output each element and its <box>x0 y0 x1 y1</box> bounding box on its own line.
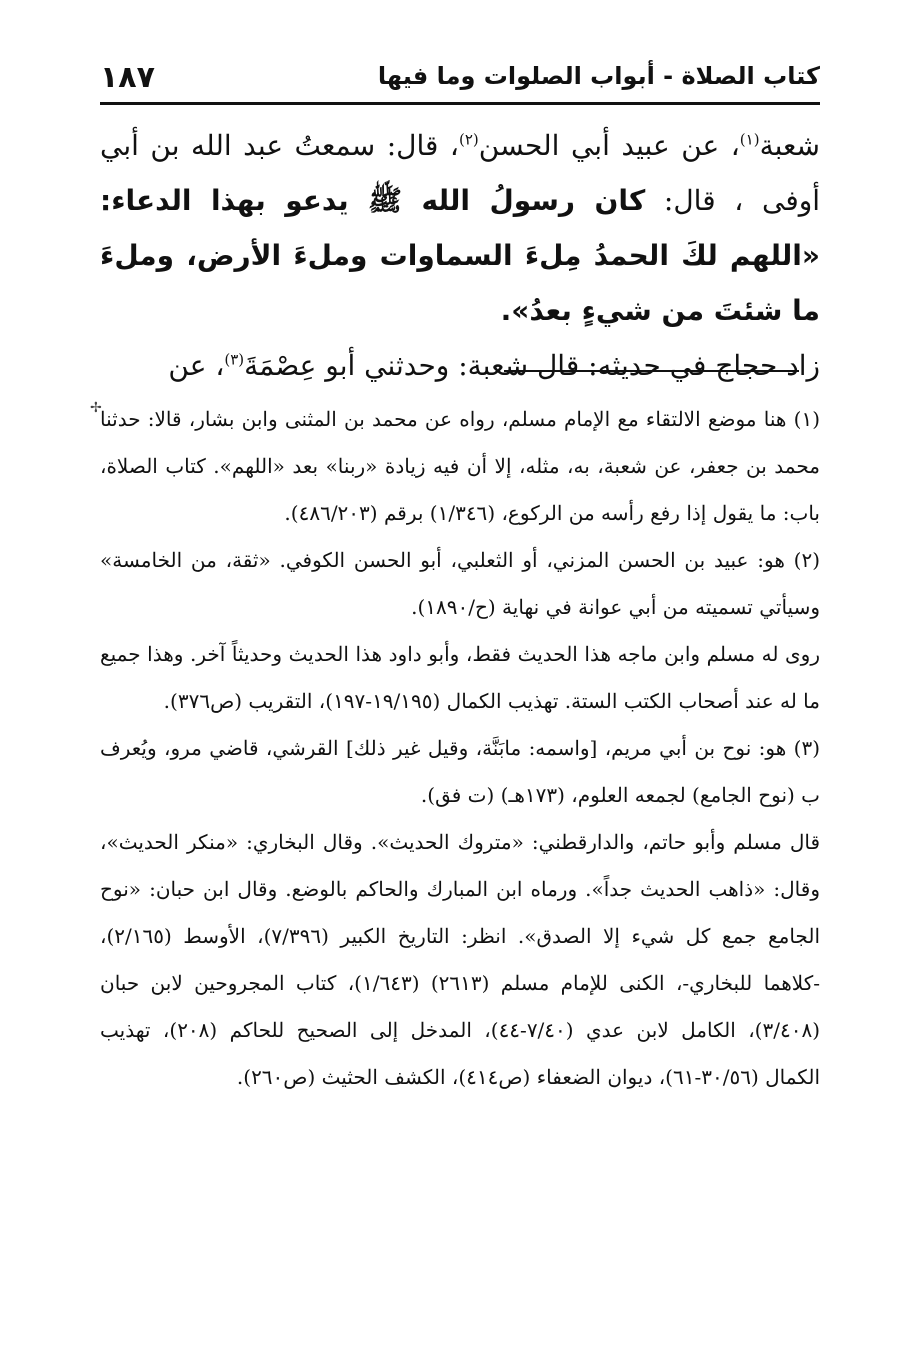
footnote-3: (٣) هو: نوح بن أبي مريم، [واسمه: مابَنَّة، وقيل غير ذلك] القرشي، قاضي مرو، ويُعرف ب (نوح الجامع) لجمعه العلوم، (١٧٣هـ) (ت فق). <box>100 736 820 807</box>
footnote-1: (١) هنا موضع الالتقاء مع الإمام مسلم، رواه عن محمد بن المثنى وابن بشار، قالا: حدثنا محمد بن جعفر، عن شعبة، به، مثله، إلا أن فيه زيادة «ربنا» بعد «اللهم». كتاب الصلاة، باب: ما يقول إذا رفع رأسه من الركوع، (١/٣٤٦) برقم (٤٨٦/٢٠٣). <box>100 407 820 525</box>
main-paragraph-2 <box>100 338 820 393</box>
footnote-ref-1: (١) <box>739 130 760 149</box>
main-text-segment: ، قال: سمعتُ عبد الله بن أبي أوفى ، قال: <box>100 129 820 217</box>
hadith-text: كان رسولُ الله ﷺ يدعو بهذا الدعاء: «اللهم لكَ الحمدُ مِلءَ السماوات وملءَ الأرض، وملءَ ما شئتَ من شيءٍ بعدُ». <box>100 184 820 327</box>
running-header <box>100 60 820 100</box>
footnote-ref-3: (٣) <box>224 350 245 369</box>
main-text-segment: شعبة <box>759 129 820 162</box>
footnote-ref-2: (٢) <box>458 130 479 149</box>
footnote-2-continued: روى له مسلم وابن ماجه هذا الحديث فقط، وأبو داود هذا الحديث وحديثاً آخر. وهذا جميع ما له عند أصحاب الكتب الستة. تهذيب الكمال (١٩/١٩٥-١٩٧)، التقريب (ص٣٧٦). <box>100 642 820 713</box>
header-title: كتاب الصلاة - أبواب الصلوات وما فيها <box>377 62 820 90</box>
footnote-3-continued: قال مسلم وأبو حاتم، والدارقطني: «متروك الحديث». وقال البخاري: «منكر الحديث»، وقال: «ذاهب الحديث جداً». ورماه ابن المبارك والحاكم بالوضع. وقال ابن حبان: «نوح الجامع جمع كل شيء إلا الصدق». انظر: التاريخ الكبير (٧/٣٩٦)، الأوسط (٢/١٦٥)، -كلاهما للبخاري-، الكنى للإمام مسلم (٢٦١٣) (١/٦٤٣)، كتاب المجروحين لابن حبان (٣/٤٠٨)، الكامل لابن عدي (٧/٤٠-٤٤)، المدخل إلى الصحيح للحاكم (٢٠٨)، تهذيب الكمال (٣٠/٥٦-٦١)، ديوان الضعفاء (ص٤١٤)، الكشف الحثيث (ص٢٦٠). <box>100 830 821 1089</box>
main-text-segment: ، عن عبيد أبي الحسن <box>478 129 740 162</box>
footnote-separator <box>504 370 799 372</box>
main-paragraph-1 <box>100 118 820 338</box>
page-number: ١٨٧ <box>100 60 155 95</box>
scan-mark: ✢ <box>90 400 102 416</box>
footnotes <box>100 396 820 1101</box>
main-text-segment: زاد حجاج في حديثه: قال شعبة: وحدثني أبو عِصْمَةَ <box>244 349 820 382</box>
main-text <box>100 118 820 393</box>
footnote-2: (٢) هو: عبيد بن الحسن المزني، أو الثعلبي، أبو الحسن الكوفي. «ثقة، من الخامسة» وسيأتي تسميته من أبي عوانة في نهاية (ح/١٨٩٠). <box>100 548 820 619</box>
main-text-segment: ، عن <box>168 349 225 382</box>
header-rule <box>100 102 820 105</box>
